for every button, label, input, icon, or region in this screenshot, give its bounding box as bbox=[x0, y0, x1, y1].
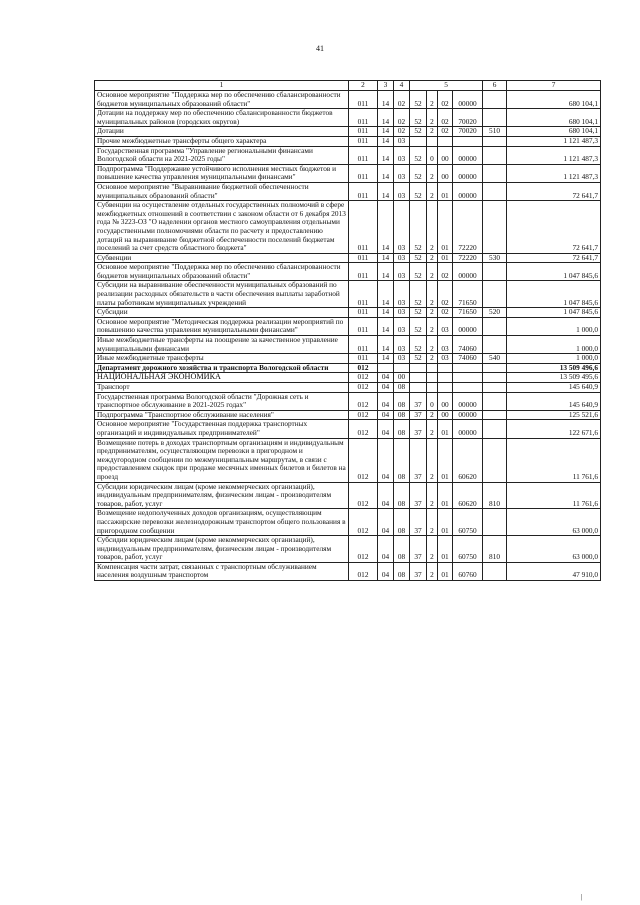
row-amount: 1 121 487,3 bbox=[507, 136, 601, 146]
row-activity-code: 02 bbox=[438, 109, 453, 127]
row-activity-code: 00 bbox=[438, 410, 453, 420]
row-name: Субсидии на выравнивание обеспеченности муниципальных образований по реализации расходных обязательств в части обеспечения выплаты заработной платы работникам муниципальных учреждений bbox=[95, 281, 349, 308]
row-section: 14 bbox=[378, 354, 394, 364]
row-activity-code: 01 bbox=[438, 536, 453, 563]
row-amount: 1 047 845,6 bbox=[507, 281, 601, 308]
row-activity-code: 00 bbox=[438, 164, 453, 182]
row-program-code bbox=[410, 383, 427, 393]
row-ministry-code: 012 bbox=[349, 438, 378, 482]
row-direction-code: 00000 bbox=[453, 91, 483, 109]
row-activity-code bbox=[438, 136, 453, 146]
row-direction-code: 00000 bbox=[453, 410, 483, 420]
row-subsection: 03 bbox=[394, 281, 410, 308]
row-activity-code: 01 bbox=[438, 253, 453, 263]
row-subsection: 03 bbox=[394, 201, 410, 254]
table-row bbox=[95, 281, 601, 308]
row-expense-type bbox=[483, 146, 507, 164]
table-row bbox=[95, 354, 601, 364]
row-direction-code: 00000 bbox=[453, 182, 483, 200]
row-expense-type bbox=[483, 317, 507, 335]
table-row bbox=[95, 410, 601, 420]
row-activity-code: 02 bbox=[438, 263, 453, 281]
table-row bbox=[95, 336, 601, 354]
row-ministry-code: 012 bbox=[349, 562, 378, 580]
row-name: Государственная программа Вологодской области "Дорожная сеть и транспортное обслуживание в 2021-2025 годах" bbox=[95, 392, 349, 410]
row-activity-code bbox=[438, 383, 453, 393]
row-amount: 72 641,7 bbox=[507, 182, 601, 200]
row-section: 14 bbox=[378, 263, 394, 281]
table-row bbox=[95, 91, 601, 109]
row-amount: 72 641,7 bbox=[507, 201, 601, 254]
row-ministry-code: 011 bbox=[349, 317, 378, 335]
row-amount: 122 671,6 bbox=[507, 420, 601, 438]
row-subsection bbox=[394, 363, 410, 373]
row-expense-type: 520 bbox=[483, 308, 507, 318]
row-direction-code: 72220 bbox=[453, 253, 483, 263]
row-expense-type bbox=[483, 182, 507, 200]
row-amount: 145 640,9 bbox=[507, 383, 601, 393]
row-section: 04 bbox=[378, 562, 394, 580]
row-expense-type bbox=[483, 164, 507, 182]
row-program-code: 52 bbox=[410, 182, 427, 200]
row-program-code: 37 bbox=[410, 410, 427, 420]
row-subprogram-code: 2 bbox=[427, 336, 438, 354]
row-subsection: 08 bbox=[394, 562, 410, 580]
row-section: 14 bbox=[378, 91, 394, 109]
row-program-code: 52 bbox=[410, 146, 427, 164]
row-name: Субвенции bbox=[95, 253, 349, 263]
row-name: Иные межбюджетные трансферты на поощрение за качественное управление муниципальными финансами bbox=[95, 336, 349, 354]
row-program-code: 52 bbox=[410, 263, 427, 281]
row-name: Департамент дорожного хозяйства и транспорта Вологодской области bbox=[95, 363, 349, 373]
row-name: Подпрограмма "Поддержание устойчивого исполнения местных бюджетов и повышение качества управления муниципальными финансами" bbox=[95, 164, 349, 182]
table-row bbox=[95, 383, 601, 393]
table-row bbox=[95, 373, 601, 383]
row-section: 04 bbox=[378, 420, 394, 438]
row-ministry-code: 012 bbox=[349, 410, 378, 420]
row-direction-code: 70020 bbox=[453, 109, 483, 127]
row-program-code: 37 bbox=[410, 392, 427, 410]
row-ministry-code: 012 bbox=[349, 392, 378, 410]
header-cell-7: 7 bbox=[507, 81, 601, 91]
row-ministry-code: 011 bbox=[349, 182, 378, 200]
row-subsection: 03 bbox=[394, 308, 410, 318]
row-name: Субсидии bbox=[95, 308, 349, 318]
row-name: Возмещение потерь в доходах транспортным организациям и индивидуальным предпринимателям, осуществляющим перевозки в пригородном и междугородном сообщении по межмуниципальным маршрутам, в связи с предоставлением скидок при продаже месячных именных билетов и билетов на проезд bbox=[95, 438, 349, 482]
row-activity-code: 01 bbox=[438, 420, 453, 438]
row-program-code: 52 bbox=[410, 336, 427, 354]
row-subprogram-code: 2 bbox=[427, 482, 438, 509]
row-expense-type bbox=[483, 336, 507, 354]
row-activity-code: 01 bbox=[438, 482, 453, 509]
table-row bbox=[95, 392, 601, 410]
row-ministry-code: 011 bbox=[349, 109, 378, 127]
row-activity-code: 01 bbox=[438, 201, 453, 254]
row-direction-code: 71650 bbox=[453, 281, 483, 308]
row-expense-type bbox=[483, 373, 507, 383]
row-amount: 125 521,6 bbox=[507, 410, 601, 420]
row-subprogram-code: 2 bbox=[427, 354, 438, 364]
row-activity-code: 00 bbox=[438, 146, 453, 164]
row-subprogram-code: 2 bbox=[427, 317, 438, 335]
table-row bbox=[95, 509, 601, 536]
row-name: Дотации bbox=[95, 127, 349, 137]
row-subsection: 08 bbox=[394, 420, 410, 438]
row-expense-type bbox=[483, 136, 507, 146]
row-amount: 13 509 496,6 bbox=[507, 363, 601, 373]
row-amount: 1 000,0 bbox=[507, 336, 601, 354]
row-subprogram-code bbox=[427, 136, 438, 146]
row-program-code: 37 bbox=[410, 509, 427, 536]
row-ministry-code: 012 bbox=[349, 420, 378, 438]
row-program-code: 37 bbox=[410, 438, 427, 482]
row-subsection: 02 bbox=[394, 109, 410, 127]
row-section: 14 bbox=[378, 164, 394, 182]
row-expense-type bbox=[483, 420, 507, 438]
table-row bbox=[95, 201, 601, 254]
header-cell-5: 5 bbox=[410, 81, 483, 91]
corner-mark: | bbox=[581, 893, 583, 901]
row-ministry-code: 012 bbox=[349, 509, 378, 536]
row-activity-code: 01 bbox=[438, 182, 453, 200]
row-expense-type bbox=[483, 383, 507, 393]
row-section: 14 bbox=[378, 127, 394, 137]
row-ministry-code: 011 bbox=[349, 263, 378, 281]
row-program-code: 52 bbox=[410, 127, 427, 137]
row-section: 04 bbox=[378, 438, 394, 482]
row-expense-type bbox=[483, 109, 507, 127]
row-amount: 1 047 845,6 bbox=[507, 308, 601, 318]
table-row bbox=[95, 308, 601, 318]
row-ministry-code: 011 bbox=[349, 164, 378, 182]
row-subsection: 08 bbox=[394, 482, 410, 509]
row-ministry-code: 011 bbox=[349, 354, 378, 364]
row-section bbox=[378, 363, 394, 373]
row-subprogram-code: 2 bbox=[427, 253, 438, 263]
row-subprogram-code: 2 bbox=[427, 263, 438, 281]
row-amount: 13 509 495,6 bbox=[507, 373, 601, 383]
budget-table bbox=[94, 80, 601, 581]
row-expense-type: 540 bbox=[483, 354, 507, 364]
row-subsection: 08 bbox=[394, 392, 410, 410]
row-name: Основное мероприятие "Государственная поддержка транспортных организаций и индивидуальных предпринимателей" bbox=[95, 420, 349, 438]
row-subprogram-code bbox=[427, 363, 438, 373]
row-name: Возмещение недополученных доходов организациям, осуществляющим пассажирские перевозки железнодорожным транспортом общего пользования в пригородном сообщении bbox=[95, 509, 349, 536]
row-direction-code: 60620 bbox=[453, 438, 483, 482]
row-subprogram-code: 0 bbox=[427, 392, 438, 410]
row-direction-code: 60750 bbox=[453, 536, 483, 563]
row-name: Субсидии юридическим лицам (кроме некоммерческих организаций), индивидуальным предпринимателям, физическим лицам - производителям товаров, работ, услуг bbox=[95, 536, 349, 563]
row-amount: 1 121 487,3 bbox=[507, 146, 601, 164]
row-ministry-code: 011 bbox=[349, 91, 378, 109]
row-expense-type bbox=[483, 562, 507, 580]
row-subsection: 00 bbox=[394, 373, 410, 383]
row-amount: 680 104,1 bbox=[507, 127, 601, 137]
row-name: Государственная программа "Управление региональными финансами Вологодской области на 2021-2025 годы" bbox=[95, 146, 349, 164]
row-program-code: 37 bbox=[410, 562, 427, 580]
row-name: Транспорт bbox=[95, 383, 349, 393]
row-section: 04 bbox=[378, 373, 394, 383]
row-ministry-code: 011 bbox=[349, 281, 378, 308]
row-expense-type: 810 bbox=[483, 536, 507, 563]
table-row bbox=[95, 253, 601, 263]
row-name: Основное мероприятие "Методическая поддержка реализации мероприятий по повышению качества управления муниципальными финансами" bbox=[95, 317, 349, 335]
row-ministry-code: 012 bbox=[349, 363, 378, 373]
row-direction-code: 72220 bbox=[453, 201, 483, 254]
row-amount: 11 761,6 bbox=[507, 438, 601, 482]
row-subsection: 03 bbox=[394, 336, 410, 354]
row-direction-code: 74060 bbox=[453, 336, 483, 354]
row-subsection: 03 bbox=[394, 263, 410, 281]
table-row bbox=[95, 363, 601, 373]
row-activity-code: 03 bbox=[438, 336, 453, 354]
row-section: 14 bbox=[378, 182, 394, 200]
row-subsection: 03 bbox=[394, 182, 410, 200]
table-row bbox=[95, 536, 601, 563]
row-direction-code bbox=[453, 363, 483, 373]
row-expense-type bbox=[483, 410, 507, 420]
row-expense-type bbox=[483, 363, 507, 373]
row-name: Прочие межбюджетные трансферты общего характера bbox=[95, 136, 349, 146]
row-ministry-code: 012 bbox=[349, 536, 378, 563]
row-expense-type: 530 bbox=[483, 253, 507, 263]
row-name: Основное мероприятие "Поддержка мер по обеспечению сбалансированности бюджетов муниципальных образований области" bbox=[95, 91, 349, 109]
row-direction-code: 00000 bbox=[453, 263, 483, 281]
row-subsection: 08 bbox=[394, 410, 410, 420]
row-subprogram-code: 2 bbox=[427, 410, 438, 420]
row-ministry-code: 011 bbox=[349, 146, 378, 164]
row-section: 04 bbox=[378, 482, 394, 509]
row-ministry-code: 011 bbox=[349, 127, 378, 137]
row-amount: 1 000,0 bbox=[507, 317, 601, 335]
row-name: Основное мероприятие "Поддержка мер по обеспечению сбалансированности бюджетов муниципальных образований области" bbox=[95, 263, 349, 281]
row-program-code: 52 bbox=[410, 308, 427, 318]
row-direction-code: 00000 bbox=[453, 164, 483, 182]
row-ministry-code: 012 bbox=[349, 373, 378, 383]
row-subprogram-code: 2 bbox=[427, 164, 438, 182]
row-subprogram-code: 2 bbox=[427, 562, 438, 580]
row-direction-code bbox=[453, 136, 483, 146]
header-cell-2: 2 bbox=[349, 81, 378, 91]
row-subsection: 02 bbox=[394, 127, 410, 137]
table-row bbox=[95, 182, 601, 200]
row-expense-type bbox=[483, 91, 507, 109]
row-amount: 11 761,6 bbox=[507, 482, 601, 509]
table-body bbox=[95, 81, 601, 581]
table-row bbox=[95, 109, 601, 127]
row-section: 14 bbox=[378, 136, 394, 146]
header-cell-3: 3 bbox=[378, 81, 394, 91]
row-subsection: 03 bbox=[394, 354, 410, 364]
row-section: 04 bbox=[378, 410, 394, 420]
row-section: 14 bbox=[378, 146, 394, 164]
row-section: 14 bbox=[378, 308, 394, 318]
row-direction-code: 00000 bbox=[453, 146, 483, 164]
row-subsection: 03 bbox=[394, 317, 410, 335]
row-name: Компенсация части затрат, связанных с транспортным обслуживанием населения воздушным транспортом bbox=[95, 562, 349, 580]
row-expense-type bbox=[483, 263, 507, 281]
row-amount: 680 104,1 bbox=[507, 91, 601, 109]
row-amount: 63 000,0 bbox=[507, 509, 601, 536]
row-amount: 680 104,1 bbox=[507, 109, 601, 127]
row-expense-type: 810 bbox=[483, 482, 507, 509]
row-activity-code: 03 bbox=[438, 354, 453, 364]
row-subprogram-code bbox=[427, 383, 438, 393]
row-ministry-code: 011 bbox=[349, 253, 378, 263]
row-direction-code bbox=[453, 383, 483, 393]
row-activity-code: 01 bbox=[438, 562, 453, 580]
row-subprogram-code bbox=[427, 373, 438, 383]
header-cell-6: 6 bbox=[483, 81, 507, 91]
row-amount: 145 640,9 bbox=[507, 392, 601, 410]
row-program-code bbox=[410, 363, 427, 373]
row-activity-code: 02 bbox=[438, 281, 453, 308]
row-activity-code: 03 bbox=[438, 317, 453, 335]
row-amount: 1 121 487,3 bbox=[507, 164, 601, 182]
row-subprogram-code: 2 bbox=[427, 509, 438, 536]
table-row bbox=[95, 317, 601, 335]
row-direction-code: 70020 bbox=[453, 127, 483, 137]
row-section: 14 bbox=[378, 109, 394, 127]
row-program-code: 37 bbox=[410, 482, 427, 509]
row-amount: 72 641,7 bbox=[507, 253, 601, 263]
row-activity-code: 01 bbox=[438, 438, 453, 482]
row-direction-code: 60620 bbox=[453, 482, 483, 509]
row-subsection: 08 bbox=[394, 509, 410, 536]
row-direction-code: 60750 bbox=[453, 509, 483, 536]
row-activity-code bbox=[438, 373, 453, 383]
row-section: 04 bbox=[378, 383, 394, 393]
row-expense-type bbox=[483, 201, 507, 254]
row-subprogram-code: 2 bbox=[427, 308, 438, 318]
row-subprogram-code: 2 bbox=[427, 109, 438, 127]
header-cell-4: 4 bbox=[394, 81, 410, 91]
row-amount: 63 000,0 bbox=[507, 536, 601, 563]
table-row bbox=[95, 438, 601, 482]
row-section: 04 bbox=[378, 509, 394, 536]
row-activity-code bbox=[438, 363, 453, 373]
row-subsection: 03 bbox=[394, 164, 410, 182]
row-name: Дотации на поддержку мер по обеспечению сбалансированности бюджетов муниципальных районов (городских округов) bbox=[95, 109, 349, 127]
row-subsection: 08 bbox=[394, 536, 410, 563]
row-program-code: 52 bbox=[410, 317, 427, 335]
row-ministry-code: 012 bbox=[349, 383, 378, 393]
page-number: 41 bbox=[316, 44, 324, 53]
row-expense-type bbox=[483, 281, 507, 308]
row-subprogram-code: 2 bbox=[427, 281, 438, 308]
row-section: 04 bbox=[378, 392, 394, 410]
row-name: Субсидии юридическим лицам (кроме некоммерческих организаций), индивидуальным предпринимателям, физическим лицам - производителям товаров, работ, услуг bbox=[95, 482, 349, 509]
row-subprogram-code: 2 bbox=[427, 438, 438, 482]
row-program-code: 52 bbox=[410, 354, 427, 364]
row-expense-type bbox=[483, 392, 507, 410]
row-activity-code: 02 bbox=[438, 91, 453, 109]
header-cell-1: 1 bbox=[95, 81, 349, 91]
table-row bbox=[95, 482, 601, 509]
table-row bbox=[95, 164, 601, 182]
row-direction-code bbox=[453, 373, 483, 383]
row-expense-type bbox=[483, 438, 507, 482]
row-activity-code: 01 bbox=[438, 509, 453, 536]
row-subsection: 08 bbox=[394, 438, 410, 482]
table-row bbox=[95, 420, 601, 438]
row-section: 04 bbox=[378, 536, 394, 563]
row-direction-code: 00000 bbox=[453, 392, 483, 410]
row-ministry-code: 011 bbox=[349, 308, 378, 318]
row-subsection: 03 bbox=[394, 253, 410, 263]
row-amount: 1 000,0 bbox=[507, 354, 601, 364]
row-subsection: 02 bbox=[394, 91, 410, 109]
table-row bbox=[95, 263, 601, 281]
row-direction-code: 71650 bbox=[453, 308, 483, 318]
row-section: 14 bbox=[378, 317, 394, 335]
row-activity-code: 02 bbox=[438, 308, 453, 318]
row-subprogram-code: 2 bbox=[427, 127, 438, 137]
row-subprogram-code: 0 bbox=[427, 146, 438, 164]
row-ministry-code: 011 bbox=[349, 336, 378, 354]
row-activity-code: 02 bbox=[438, 127, 453, 137]
row-subsection: 03 bbox=[394, 136, 410, 146]
table-row bbox=[95, 127, 601, 137]
row-direction-code: 00000 bbox=[453, 420, 483, 438]
row-expense-type bbox=[483, 509, 507, 536]
row-subprogram-code: 2 bbox=[427, 536, 438, 563]
row-program-code: 52 bbox=[410, 201, 427, 254]
row-program-code: 37 bbox=[410, 420, 427, 438]
row-section: 14 bbox=[378, 201, 394, 254]
row-section: 14 bbox=[378, 336, 394, 354]
row-section: 14 bbox=[378, 281, 394, 308]
row-activity-code: 00 bbox=[438, 392, 453, 410]
row-amount: 47 910,0 bbox=[507, 562, 601, 580]
row-direction-code: 00000 bbox=[453, 317, 483, 335]
row-subsection: 08 bbox=[394, 383, 410, 393]
row-direction-code: 74060 bbox=[453, 354, 483, 364]
table-row bbox=[95, 146, 601, 164]
row-subsection: 03 bbox=[394, 146, 410, 164]
row-program-code bbox=[410, 136, 427, 146]
row-subprogram-code: 2 bbox=[427, 201, 438, 254]
row-subprogram-code: 2 bbox=[427, 420, 438, 438]
row-expense-type: 510 bbox=[483, 127, 507, 137]
row-name: Иные межбюджетные трансферты bbox=[95, 354, 349, 364]
row-name: Субвенции на осуществление отдельных государственных полномочий в сфере межбюджетных отношений в соответствии с законом области от 6 декабря 2013 года № 3223-ОЗ "О наделении органов местного самоуправления отдельными государственными полномочиями области по расчету и предоставлению дотаций на выравнивание бюджетной обеспеченности поселений бюджетам поселений за счет средств областного бюджета" bbox=[95, 201, 349, 254]
row-ministry-code: 011 bbox=[349, 136, 378, 146]
row-program-code: 52 bbox=[410, 253, 427, 263]
row-ministry-code: 012 bbox=[349, 482, 378, 509]
row-section: 14 bbox=[378, 253, 394, 263]
row-direction-code: 60760 bbox=[453, 562, 483, 580]
row-amount: 1 047 845,6 bbox=[507, 263, 601, 281]
row-program-code: 52 bbox=[410, 164, 427, 182]
table-row bbox=[95, 562, 601, 580]
row-program-code: 52 bbox=[410, 91, 427, 109]
row-subprogram-code: 2 bbox=[427, 182, 438, 200]
header-row bbox=[95, 81, 601, 91]
row-program-code: 37 bbox=[410, 536, 427, 563]
row-ministry-code: 011 bbox=[349, 201, 378, 254]
row-name: Основное мероприятие "Выравнивание бюджетной обеспеченности муниципальных образований области" bbox=[95, 182, 349, 200]
row-name: Подпрограмма "Транспортное обслуживание населения" bbox=[95, 410, 349, 420]
row-name: НАЦИОНАЛЬНАЯ ЭКОНОМИКА bbox=[95, 373, 349, 383]
row-program-code bbox=[410, 373, 427, 383]
row-program-code: 52 bbox=[410, 109, 427, 127]
table-row bbox=[95, 136, 601, 146]
row-program-code: 52 bbox=[410, 281, 427, 308]
row-subprogram-code: 2 bbox=[427, 91, 438, 109]
